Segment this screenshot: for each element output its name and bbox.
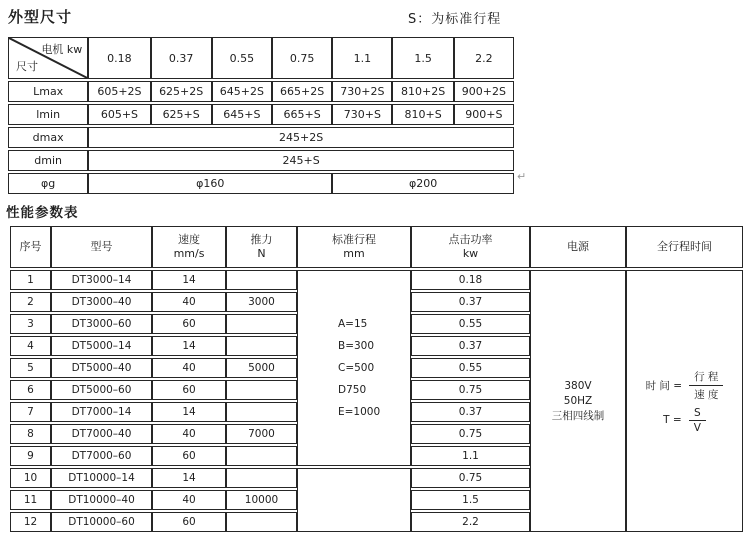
cell-no: 10 xyxy=(10,468,51,488)
cell-power: 0.75 xyxy=(411,468,530,488)
col-header-speed-line1: 速度 xyxy=(178,233,200,246)
formula2-fraction xyxy=(689,407,706,434)
cell-power: 0.18 xyxy=(411,270,530,290)
stroke-line: B=300 xyxy=(338,340,375,352)
dim-row-dmin xyxy=(8,150,514,171)
col-header-stroke xyxy=(297,226,411,268)
stroke-merged-cell xyxy=(297,270,411,466)
dim-row-lmax xyxy=(8,81,514,102)
cell-thrust xyxy=(226,380,297,400)
dim-value: 810+S xyxy=(392,104,453,125)
dim-value-span: φ200 xyxy=(332,173,514,194)
row-label: dmax xyxy=(8,127,88,148)
dimensions-table xyxy=(8,35,514,196)
cell-speed: 14 xyxy=(152,402,226,422)
cell-power: 2.2 xyxy=(411,512,530,532)
cell-model: DT3000–40 xyxy=(51,292,152,312)
stroke-note: S：为标准行程 xyxy=(408,12,502,27)
supply-line: 50HZ xyxy=(563,394,593,407)
performance-table xyxy=(10,224,743,534)
cell-model: DT10000–40 xyxy=(51,490,152,510)
supply-line: 380V xyxy=(564,379,592,392)
cell-thrust xyxy=(226,512,297,532)
dim-value: 625+S xyxy=(151,104,212,125)
cell-speed: 60 xyxy=(152,314,226,334)
col-header-thrust xyxy=(226,226,297,268)
motor-kw-header: 2.2 xyxy=(454,37,514,79)
cell-thrust xyxy=(226,314,297,334)
cell-thrust xyxy=(226,402,297,422)
cell-model: DT7000–60 xyxy=(51,446,152,466)
cell-model: DT10000–14 xyxy=(51,468,152,488)
col-header-thrust-line2: N xyxy=(257,247,266,260)
dim-value-span: 245+2S xyxy=(88,127,514,148)
cell-speed: 14 xyxy=(152,270,226,290)
cell-thrust: 5000 xyxy=(226,358,297,378)
perf-header-row xyxy=(10,226,743,268)
cell-no: 8 xyxy=(10,424,51,444)
supply-line: 三相四线制 xyxy=(551,409,605,422)
formula1-lhs: 时 间 = xyxy=(645,379,683,392)
cell-thrust xyxy=(226,446,297,466)
supply-merged-cell xyxy=(530,270,626,532)
col-header-supply: 电源 xyxy=(530,226,626,268)
dim-value: 645+S xyxy=(212,104,272,125)
cell-speed: 40 xyxy=(152,490,226,510)
col-header-speed xyxy=(152,226,226,268)
cell-model: DT5000–40 xyxy=(51,358,152,378)
dim-value: 665+2S xyxy=(272,81,332,102)
cell-speed: 40 xyxy=(152,424,226,444)
cell-power: 0.37 xyxy=(411,292,530,312)
motor-kw-header: 1.5 xyxy=(392,37,453,79)
cell-model: DT5000–14 xyxy=(51,336,152,356)
cell-power: 0.55 xyxy=(411,314,530,334)
motor-kw-header: 0.75 xyxy=(272,37,332,79)
time-merged-cell xyxy=(626,270,743,532)
cell-no: 11 xyxy=(10,490,51,510)
cell-model: DT10000–60 xyxy=(51,512,152,532)
cell-no: 9 xyxy=(10,446,51,466)
col-header-power-line1: 点击功率 xyxy=(448,233,493,246)
col-header-thrust-line1: 推力 xyxy=(250,233,273,246)
cell-thrust xyxy=(226,336,297,356)
cell-no: 12 xyxy=(10,512,51,532)
formula1-numerator: 行 程 xyxy=(694,370,719,383)
cell-no: 4 xyxy=(10,336,51,356)
cell-thrust: 10000 xyxy=(226,490,297,510)
row-label: φg xyxy=(8,173,88,194)
dim-value: 605+2S xyxy=(88,81,150,102)
cell-speed: 14 xyxy=(152,468,226,488)
cell-power: 0.75 xyxy=(411,380,530,400)
cell-no: 7 xyxy=(10,402,51,422)
cell-power: 1.5 xyxy=(411,490,530,510)
stroke-line: C=500 xyxy=(338,362,375,374)
stroke-line: E=1000 xyxy=(338,406,381,418)
dim-row-dmax xyxy=(8,127,514,148)
dim-value: 645+2S xyxy=(212,81,272,102)
formula2-lhs: T = xyxy=(663,414,682,426)
cell-power: 0.55 xyxy=(411,358,530,378)
row-label: dmin xyxy=(8,150,88,171)
formula1-denominator: 速 度 xyxy=(689,385,723,402)
time-formula-2 xyxy=(627,407,742,434)
cell-power: 1.1 xyxy=(411,446,530,466)
cell-model: DT7000–14 xyxy=(51,402,152,422)
cell-no: 3 xyxy=(10,314,51,334)
dim-value-span: 245+S xyxy=(88,150,514,171)
dim-row-lmin xyxy=(8,104,514,125)
cell-speed: 40 xyxy=(152,292,226,312)
cell-speed: 14 xyxy=(152,336,226,356)
dim-value-span: φ160 xyxy=(88,173,332,194)
dim-value: 605+S xyxy=(88,104,150,125)
motor-kw-header: 0.55 xyxy=(212,37,272,79)
table-row xyxy=(10,270,743,290)
stroke-line: D750 xyxy=(338,384,367,396)
cell-power: 0.37 xyxy=(411,402,530,422)
cell-thrust xyxy=(226,468,297,488)
cell-thrust: 7000 xyxy=(226,424,297,444)
paragraph-return-mark: ↵ xyxy=(517,170,527,183)
motor-kw-header: 1.1 xyxy=(332,37,392,79)
col-header-no: 序号 xyxy=(10,226,51,268)
formula2-numerator: S xyxy=(693,406,701,419)
formula1-fraction xyxy=(689,369,723,402)
cell-model: DT7000–40 xyxy=(51,424,152,444)
dim-value: 730+2S xyxy=(332,81,392,102)
page-title-dimensions: 外型尺寸 xyxy=(8,8,73,26)
stroke-empty-merged-cell xyxy=(297,468,411,532)
motor-kw-header: 0.37 xyxy=(151,37,212,79)
corner-label-size: 尺寸 xyxy=(16,60,38,73)
dim-header-row xyxy=(8,37,514,79)
corner-cell xyxy=(8,37,88,79)
dim-value: 625+2S xyxy=(151,81,212,102)
dim-value: 900+2S xyxy=(454,81,514,102)
row-label: lmin xyxy=(8,104,88,125)
time-formula-1 xyxy=(627,369,742,402)
cell-speed: 60 xyxy=(152,512,226,532)
col-header-power-line2: kw xyxy=(462,247,479,260)
col-header-time: 全行程时间 xyxy=(626,226,743,268)
motor-kw-header: 0.18 xyxy=(88,37,150,79)
col-header-model: 型号 xyxy=(51,226,152,268)
cell-no: 5 xyxy=(10,358,51,378)
col-header-stroke-line2: mm xyxy=(343,247,365,260)
cell-speed: 60 xyxy=(152,380,226,400)
corner-label-motor-kw: 电机 kw xyxy=(41,43,83,56)
row-label: Lmax xyxy=(8,81,88,102)
stroke-line: A=15 xyxy=(338,318,368,330)
dim-row-phi-g xyxy=(8,173,514,194)
cell-power: 0.37 xyxy=(411,336,530,356)
col-header-power xyxy=(411,226,530,268)
page-title-performance: 性能参数表 xyxy=(6,205,79,221)
dim-value: 810+2S xyxy=(392,81,453,102)
cell-speed: 60 xyxy=(152,446,226,466)
dim-value: 900+S xyxy=(454,104,514,125)
cell-no: 1 xyxy=(10,270,51,290)
cell-no: 6 xyxy=(10,380,51,400)
dim-value: 665+S xyxy=(272,104,332,125)
col-header-speed-line2: mm/s xyxy=(173,247,205,260)
col-header-stroke-line1: 标准行程 xyxy=(332,233,376,246)
cell-speed: 40 xyxy=(152,358,226,378)
cell-power: 0.75 xyxy=(411,424,530,444)
cell-thrust xyxy=(226,270,297,290)
dim-value: 730+S xyxy=(332,104,392,125)
formula2-denominator: V xyxy=(689,420,706,434)
cell-model: DT5000–60 xyxy=(51,380,152,400)
cell-thrust: 3000 xyxy=(226,292,297,312)
cell-no: 2 xyxy=(10,292,51,312)
cell-model: DT3000–14 xyxy=(51,270,152,290)
cell-model: DT3000–60 xyxy=(51,314,152,334)
